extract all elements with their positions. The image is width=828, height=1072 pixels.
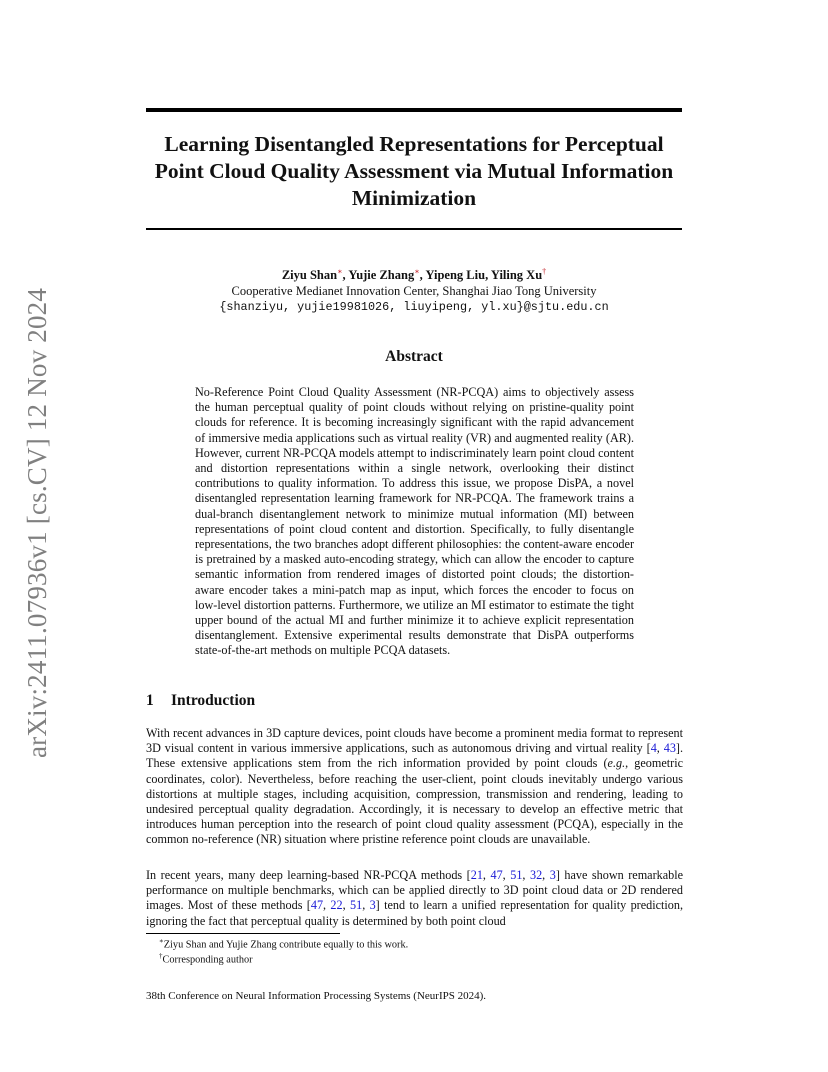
footnote-mark: ∗ — [159, 937, 164, 945]
author-list: Ziyu Shan∗, Yujie Zhang∗, Yipeng Liu, Yiling Xu† — [281, 267, 547, 283]
abstract-heading: Abstract — [385, 348, 443, 365]
text-run: ]. These extensive applications stem from the rich information provided by point clouds ( — [146, 741, 684, 771]
citation-link[interactable]: 3 — [549, 868, 556, 882]
title-top-rule — [146, 108, 682, 112]
text-run: With recent advances in 3D capture devices, point clouds have become a prominent media format to represent 3D visual content in various immersive applications, such as autonomous driving and virtual reality [ — [146, 726, 683, 756]
footnote-equal-contribution — [159, 935, 408, 951]
text-run: , — [323, 898, 331, 913]
citation-link[interactable]: 51 — [350, 898, 363, 913]
author-name: Ziyu Shan — [281, 268, 338, 283]
intro-paragraph-1 — [146, 726, 683, 848]
citation-link[interactable]: 51 — [510, 868, 523, 882]
citation-link[interactable]: 47 — [310, 898, 324, 913]
author-emails: {shanziyu, yujie19981026, liuyipeng, yl.xu}@sjtu.edu.cn — [219, 300, 609, 315]
footnote-corresponding — [159, 950, 253, 966]
text-run: , — [542, 868, 550, 882]
citation-link[interactable]: 22 — [330, 898, 343, 913]
arxiv-identifier: arXiv:2411.07936v1 [cs.CV] 12 Nov 2024 — [22, 287, 52, 758]
text-run: , — [502, 868, 511, 882]
text-run: , — [342, 898, 350, 913]
paper-title: Learning Disentangled Representations for Perceptual Point Cloud Quality Assessment via Mutual Information Minimization — [154, 132, 674, 210]
section-number: 1 — [146, 692, 154, 709]
abstract-text: No-Reference Point Cloud Quality Assessment (NR-PCQA) aims to objectively assess the human perceptual quality of point clouds without relying on pristine-quality point clouds for reference. It is becoming increasingly significant with the rapid advancement of immersive media applications such as virtual reality (VR) and augmented reality (AR). However, current NR-PCQA models attempt to indiscriminately learn point cloud content and distortion representations within a single network, overlooking their distinct contributions to quality information. To address this issue, we propose DisPA, a novel disentangled representation learning framework for NR-PCQA. The framework trains a dual-branch disentanglement network to minimize mutual information (MI) between representations of point cloud content and distortion. Specifically, to fully disentangle representations, the two branches adopt different philosophies: the content-aware encoder is pretrained by a masked auto-encoding strategy, which can allow the encoder to capture semantic information from rendered images of distorted point clouds; the distortion-aware encoder takes a mini-patch map as input, which forces the encoder to focus on low-level distortion patterns. Furthermore, we utilize an MI estimator to estimate the tight upper bound of the actual MI and further minimize it to achieve explicit representation disentanglement. Extensive experimental results demonstrate that DisPA outperforms state-of-the-art methods on multiple PCQA datasets. — [195, 385, 634, 658]
title-bottom-rule — [146, 228, 682, 230]
author-block — [146, 264, 682, 315]
equal-contribution-mark: ∗ — [414, 267, 420, 276]
author-name: Yipeng Liu — [425, 268, 486, 283]
conference-note: 38th Conference on Neural Information Processing Systems (NeurIPS 2024). — [146, 990, 487, 1002]
text-run: , — [362, 898, 370, 913]
text-run: , geometric coordinates, color). Nevertheless, before reaching the user-client, point clouds inevitably undergo various distortions at multiple stages, including acquisition, compression, transmission and rendering, leading to undesired perceptual quality degradation. Accordingly, it is necessary to develop an effective metric that introduces human perception into the research of point cloud quality assessment (PCQA), especially in the common no-reference (NR) situation where pristine reference point clouds are unavailable. — [146, 756, 683, 847]
affiliation: Cooperative Medianet Innovation Center, Shanghai Jiao Tong University — [231, 284, 597, 299]
footnote-text: Ziyu Shan and Yujie Zhang contribute equally to this work. — [163, 939, 409, 951]
author-name: Yujie Zhang — [348, 268, 415, 283]
equal-contribution-mark: ∗ — [337, 267, 343, 276]
text-run: In recent years, many deep learning-based NR-PCQA methods [ — [146, 868, 471, 882]
footnote-mark: † — [159, 952, 163, 960]
citation-link[interactable]: 3 — [369, 898, 376, 913]
text-run: , — [482, 868, 491, 882]
text-run: , — [522, 868, 530, 882]
text-run: ] tend to learn a unified representation for quality prediction, ignoring the fact that perceptual quality is determined by both point cloud — [146, 898, 684, 928]
citation-link[interactable]: 32 — [529, 868, 543, 882]
section-title: Introduction — [171, 692, 256, 709]
italic-text: e.g. — [607, 756, 626, 771]
citation-link[interactable]: 21 — [470, 868, 483, 882]
corresponding-author-mark: † — [542, 267, 547, 276]
footnote-rule — [146, 933, 340, 934]
footnote-text: Corresponding author — [162, 954, 253, 966]
text-run: , — [656, 741, 664, 756]
citation-link[interactable]: 47 — [490, 868, 503, 882]
citation-link[interactable]: 4 — [650, 741, 657, 756]
section-heading — [146, 692, 255, 710]
intro-paragraph-2 — [146, 868, 683, 929]
citation-link[interactable]: 43 — [663, 741, 676, 756]
text-run: ] have shown remarkable performance on multiple benchmarks, which can be applied directly to 3D point cloud data or 2D rendered images. Most of these methods [ — [146, 868, 684, 913]
author-name: Yiling Xu — [490, 268, 543, 283]
